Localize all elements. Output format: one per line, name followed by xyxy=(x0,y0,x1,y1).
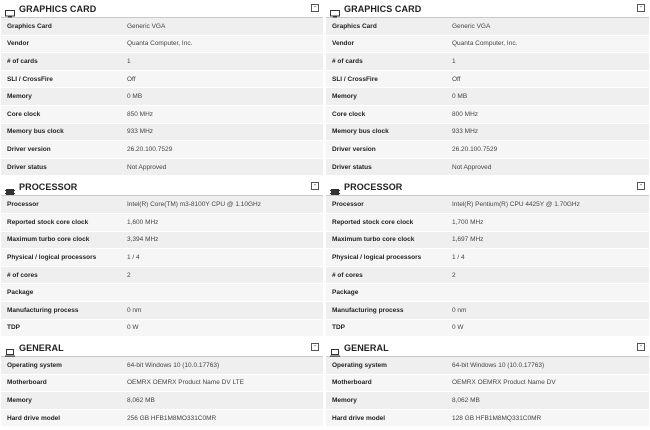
spec-label: # of cores xyxy=(7,271,38,279)
spec-value: Quanta Computer, Inc. xyxy=(127,40,193,48)
spec-label: Reported stock core clock xyxy=(7,218,89,226)
spec-label: TDP xyxy=(7,324,20,332)
spec-label: # of cards xyxy=(7,57,38,65)
section-header xyxy=(326,339,649,357)
spec-row xyxy=(326,141,649,159)
spec-value: 933 MHz xyxy=(452,128,479,136)
laptop-icon xyxy=(5,344,15,352)
collapse-toggle-button[interactable]: - xyxy=(637,182,645,190)
spec-value: 1,697 MHz xyxy=(452,236,484,244)
spec-label: Reported stock core clock xyxy=(332,218,414,226)
section-header xyxy=(1,178,323,196)
spec-value: Generic VGA xyxy=(127,22,166,30)
left-graphics-section xyxy=(1,0,323,176)
spec-value: 256 GB HFB1M8MO331C0MR xyxy=(127,414,217,422)
spec-row xyxy=(326,320,649,338)
spec-value: 800 MHz xyxy=(452,110,479,118)
monitor-icon xyxy=(5,5,15,13)
spec-value: Intel(R) Core(TM) m3-8100Y CPU @ 1.10GHz xyxy=(127,201,261,209)
collapse-toggle-button[interactable]: - xyxy=(311,182,319,190)
spec-row xyxy=(1,267,323,285)
section-title: GRAPHICS CARD xyxy=(19,3,97,14)
laptop-icon xyxy=(330,344,340,352)
right-processor-section xyxy=(326,178,649,337)
spec-row xyxy=(326,357,649,375)
spec-label: Graphics Card xyxy=(332,22,377,30)
spec-row xyxy=(326,18,649,36)
monitor-icon xyxy=(330,5,340,13)
spec-row xyxy=(326,410,649,428)
spec-label: Package xyxy=(332,289,359,297)
spec-label: Driver status xyxy=(332,163,372,171)
spec-label: Hard drive model xyxy=(7,414,61,422)
spec-label: Driver version xyxy=(7,145,51,153)
spec-row xyxy=(1,249,323,267)
spec-value: 933 MHz xyxy=(127,128,154,136)
spec-label: Operating system xyxy=(7,361,62,369)
spec-value: 850 MHz xyxy=(127,110,154,118)
collapse-toggle-button[interactable]: - xyxy=(311,4,319,12)
right-graphics-section xyxy=(326,0,649,176)
spec-value: OEMRX OEMRX Product Name DV xyxy=(452,379,556,387)
spec-row xyxy=(326,124,649,142)
spec-value: Intel(R) Pentium(R) CPU 4425Y @ 1.70GHz xyxy=(452,201,580,209)
spec-row xyxy=(326,36,649,54)
spec-row xyxy=(1,71,323,89)
spec-value: Not Approved xyxy=(127,163,167,171)
spec-rows xyxy=(1,357,323,427)
spec-label: Driver version xyxy=(332,145,376,153)
spec-row xyxy=(1,141,323,159)
section-title: PROCESSOR xyxy=(344,181,403,192)
spec-row xyxy=(1,214,323,232)
right-general-section xyxy=(326,339,649,427)
spec-value: 64-bit Windows 10 (10.0.17763) xyxy=(127,361,220,369)
spec-row xyxy=(1,159,323,177)
left-column xyxy=(1,0,323,427)
spec-value: 0 nm xyxy=(452,306,467,314)
section-header xyxy=(1,0,323,18)
spec-value: 1,700 MHz xyxy=(452,218,484,226)
spec-row xyxy=(1,375,323,393)
spec-label: Maximum turbo core clock xyxy=(332,236,415,244)
section-title: GENERAL xyxy=(344,342,389,353)
spec-label: Package xyxy=(7,289,34,297)
spec-value: 1 / 4 xyxy=(127,253,140,261)
spec-row xyxy=(326,71,649,89)
spec-row xyxy=(326,159,649,177)
spec-value: 1 xyxy=(127,57,131,65)
spec-rows xyxy=(1,196,323,337)
spec-label: # of cards xyxy=(332,57,363,65)
spec-label: Memory xyxy=(332,397,357,405)
spec-row xyxy=(1,36,323,54)
spec-row xyxy=(326,392,649,410)
spec-value: 1 xyxy=(452,57,456,65)
chip-icon xyxy=(5,183,15,191)
spec-row xyxy=(326,196,649,214)
left-processor-section xyxy=(1,178,323,337)
spec-row xyxy=(326,53,649,71)
spec-row xyxy=(1,302,323,320)
spec-label: Memory xyxy=(332,93,357,101)
spec-label: Maximum turbo core clock xyxy=(7,236,90,244)
spec-value: 0 W xyxy=(127,324,139,332)
spec-label: SLI / CrossFire xyxy=(332,75,378,83)
spec-label: Motherboard xyxy=(332,379,372,387)
spec-value: Off xyxy=(127,75,136,83)
spec-label: Memory xyxy=(7,397,32,405)
collapse-toggle-button[interactable]: - xyxy=(311,343,319,351)
spec-row xyxy=(1,284,323,302)
section-header xyxy=(1,339,323,357)
spec-label: Core clock xyxy=(332,110,366,118)
section-header xyxy=(326,178,649,196)
left-general-section xyxy=(1,339,323,427)
section-title: GRAPHICS CARD xyxy=(344,3,422,14)
spec-label: Graphics Card xyxy=(7,22,52,30)
spec-label: Processor xyxy=(7,201,39,209)
spec-value: Quanta Computer, Inc. xyxy=(452,40,518,48)
spec-value: 0 W xyxy=(452,324,464,332)
spec-value: 64-bit Windows 10 (10.0.17763) xyxy=(452,361,545,369)
spec-row xyxy=(1,357,323,375)
spec-label: SLI / CrossFire xyxy=(7,75,53,83)
spec-row xyxy=(1,232,323,250)
spec-row xyxy=(1,320,323,338)
spec-row xyxy=(1,88,323,106)
spec-label: Manufacturing process xyxy=(7,306,79,314)
spec-label: TDP xyxy=(332,324,345,332)
spec-rows xyxy=(1,18,323,176)
spec-rows xyxy=(326,18,649,176)
spec-row xyxy=(1,18,323,36)
spec-value: 3,394 MHz xyxy=(127,236,159,244)
spec-label: # of cores xyxy=(332,271,363,279)
spec-label: Vendor xyxy=(332,40,355,48)
spec-value: 8,062 MB xyxy=(452,397,480,405)
spec-rows xyxy=(326,357,649,427)
spec-row xyxy=(326,214,649,232)
collapse-toggle-button[interactable]: - xyxy=(637,4,645,12)
spec-value: 2 xyxy=(452,271,456,279)
spec-value: 2 xyxy=(127,271,131,279)
spec-label: Vendor xyxy=(7,40,30,48)
spec-rows xyxy=(326,196,649,337)
right-column xyxy=(326,0,649,427)
spec-value: Generic VGA xyxy=(452,22,491,30)
spec-row xyxy=(1,106,323,124)
spec-value: Off xyxy=(452,75,461,83)
spec-label: Operating system xyxy=(332,361,387,369)
chip-icon xyxy=(330,183,340,191)
spec-row xyxy=(326,232,649,250)
spec-row xyxy=(1,196,323,214)
spec-row xyxy=(326,88,649,106)
spec-value: 0 nm xyxy=(127,306,142,314)
spec-value: 26.20.100.7529 xyxy=(452,145,498,153)
collapse-toggle-button[interactable]: - xyxy=(637,343,645,351)
spec-value: 0 MB xyxy=(452,93,468,101)
spec-label: Manufacturing process xyxy=(332,306,404,314)
spec-row xyxy=(326,284,649,302)
section-title: GENERAL xyxy=(19,342,64,353)
spec-value: 0 MB xyxy=(127,93,143,101)
spec-row xyxy=(326,249,649,267)
spec-row xyxy=(326,302,649,320)
spec-label: Memory bus clock xyxy=(7,128,64,136)
spec-label: Motherboard xyxy=(7,379,47,387)
spec-label: Processor xyxy=(332,201,364,209)
spec-row xyxy=(1,392,323,410)
spec-value: 128 GB HFB1M8MQ331C0MR xyxy=(452,414,542,422)
spec-value: Not Approved xyxy=(452,163,492,171)
spec-label: Memory bus clock xyxy=(332,128,389,136)
spec-value: 8,062 MB xyxy=(127,397,155,405)
section-header xyxy=(326,0,649,18)
spec-value: 1 / 4 xyxy=(452,253,465,261)
spec-value: OEMRX OEMRX Product Name DV LTE xyxy=(127,379,244,387)
spec-value: 1,600 MHz xyxy=(127,218,159,226)
spec-label: Hard drive model xyxy=(332,414,386,422)
spec-row xyxy=(326,267,649,285)
section-title: PROCESSOR xyxy=(19,181,78,192)
spec-label: Physical / logical processors xyxy=(332,253,422,261)
spec-label: Memory xyxy=(7,93,32,101)
spec-label: Physical / logical processors xyxy=(7,253,97,261)
spec-row xyxy=(1,124,323,142)
spec-row xyxy=(326,375,649,393)
spec-row xyxy=(326,106,649,124)
spec-row xyxy=(1,53,323,71)
spec-label: Driver status xyxy=(7,163,47,171)
spec-label: Core clock xyxy=(7,110,41,118)
spec-value: 26.20.100.7529 xyxy=(127,145,173,153)
spec-row xyxy=(1,410,323,428)
